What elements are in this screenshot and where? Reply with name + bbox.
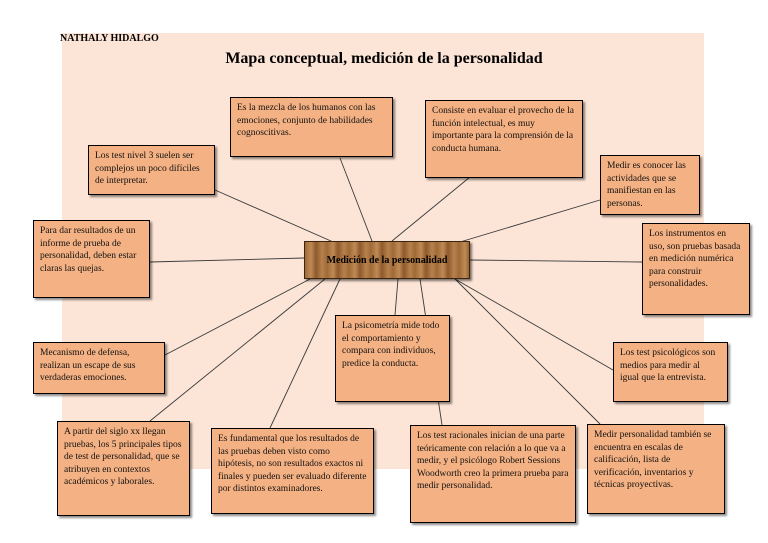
- connector-line: [455, 279, 613, 370]
- connector-line: [215, 190, 340, 245]
- connector-line: [450, 200, 600, 245]
- concept-node: Los test psicológicos son medios para medir al igual que la entrevista.: [613, 342, 728, 402]
- map-title: Mapa conceptual, medición de la personalidad: [225, 50, 543, 67]
- connector-line: [340, 158, 372, 241]
- concept-node: Los instrumentos en uso, son pruebas basada en medición numérica para construir personalidades.: [642, 223, 750, 315]
- concept-node: Medir personalidad también se encuentra en escalas de calificación, lista de verificación, inventarios y técnicas proyectivas.: [587, 424, 725, 514]
- concept-node: Es la mezcla de los humanos con las emociones, conjunto de habilidades cognoscitivas.: [230, 97, 393, 157]
- central-concept-label: Medición de la personalidad: [326, 254, 448, 266]
- connector-line: [270, 279, 340, 428]
- connector-line: [470, 260, 642, 262]
- concept-node: Los test racionales inician de una parte teóricamente con relación a lo que va a medir, y el psicólogo Robert Sessions Woodworth creo la primera prueba para medir personalidad.: [410, 425, 576, 523]
- concept-node: Medir es conocer las actividades que se manifiestan en las personas.: [600, 155, 700, 215]
- concept-node: Para dar resultados de un informe de prueba de personalidad, deben estar claras las quejas.: [33, 220, 150, 298]
- concept-node: Mecanismo de defensa, realizan un escape de sus verdaderas emociones.: [33, 342, 165, 394]
- connector-line: [165, 279, 310, 355]
- concept-node: A partir del siglo xx llegan pruebas, los 5 principales tipos de test de personalidad, que se atribuyen en contextos académicos y laborales.: [57, 421, 190, 516]
- connector-line: [150, 279, 325, 421]
- concept-node: La psicometría mide todo el comportamiento y compara con individuos, predice la conducta.: [335, 315, 450, 402]
- connector-line: [392, 177, 470, 241]
- concept-node: Consiste en evaluar el provecho de la función intelectual, es muy importante para la comprensión de la conducta humana.: [425, 100, 583, 178]
- concept-node: Los test nivel 3 suelen ser complejos un poco difíciles de interpretar.: [88, 145, 215, 195]
- connector-line: [455, 279, 600, 424]
- concept-node: Es fundamental que los resultados de las pruebas deben visto como hipótesis, no son resultados exactos ni finales y pueden ser evaluado diferente por distintos examinadores.: [211, 428, 374, 514]
- central-concept: [304, 241, 470, 279]
- connector-line: [395, 279, 398, 315]
- author-name: NATHALY HIDALGO: [60, 33, 159, 44]
- connector-line: [150, 258, 304, 262]
